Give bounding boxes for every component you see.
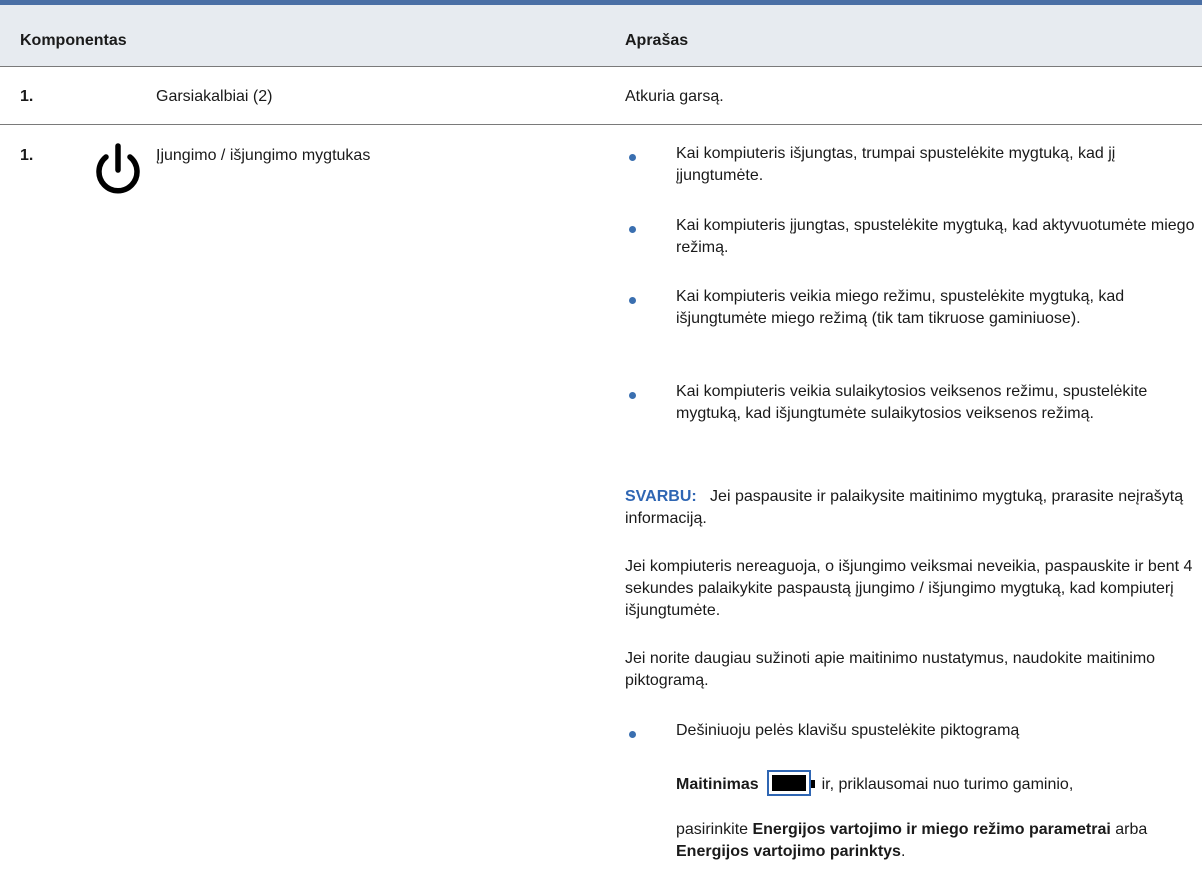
important-note: [625, 486, 1197, 530]
end-period: .: [900, 843, 906, 860]
row-number: 1.: [20, 88, 34, 105]
or-text: arba: [1115, 821, 1148, 838]
power-bullet: Kai kompiuteris veikia sulaikytosios veiksenos režimu, spustelėkite mygtuką, kad išjungtumėte sulaikytosios veiksenos režimą.: [676, 383, 1148, 422]
option-sleep-settings: Energijos vartojimo ir miego režimo parametrai: [752, 821, 1111, 838]
settings-paragraph: Jei norite daugiau sužinoti apie maitinimo nustatymus, naudokite maitinimo piktogramą.: [625, 650, 1156, 689]
component-name: Įjungimo / išjungimo mygtukas: [156, 147, 371, 164]
unresponsive-paragraph: Jei kompiuteris nereaguoja, o išjungimo veiksmai neveikia, paspauskite ir bent 4 sekundes palaikykite paspaustą įjungimo / išjungimo mygtuką, kad kompiuterį išjungtumėte.: [625, 558, 1193, 619]
power-bullet: Kai kompiuteris veikia miego režimu, spustelėkite mygtuką, kad išjungtumėte miego režimą (tik tam tikruose gaminiuose).: [676, 288, 1125, 327]
important-text: Jei paspausite ir palaikysite maitinimo mygtuką, prarasite neįrašytą informaciją.: [625, 488, 1184, 527]
power-bullet: Kai kompiuteris išjungtas, trumpai spustelėkite mygtuką, kad jį įjungtumėte.: [676, 145, 1116, 184]
bullet-dot: [629, 226, 636, 233]
right-click-instruction: Dešiniuoju pelės klavišu spustelėkite piktogramą: [676, 722, 1020, 739]
option-power-options: Energijos vartojimo parinktys: [676, 843, 901, 860]
choose-option-text: [676, 819, 1196, 863]
power-bullet: Kai kompiuteris įjungtas, spustelėkite mygtuką, kad aktyvuotumėte miego režimą.: [676, 217, 1195, 256]
bullet-dot: [629, 154, 636, 161]
table-header-row: [0, 5, 1202, 66]
header-divider: [0, 66, 1202, 67]
bullet-dot: [629, 731, 636, 738]
row-divider: [0, 124, 1202, 125]
header-component: Komponentas: [20, 32, 127, 49]
row-number: 1.: [20, 147, 34, 164]
battery-icon: [767, 770, 811, 796]
bullet-dot: [629, 392, 636, 399]
icon-after-text: ir, priklausomai nuo turimo gaminio,: [821, 776, 1074, 793]
icon-label: Maitinimas: [676, 776, 759, 793]
choose-prefix: pasirinkite: [676, 821, 749, 838]
header-description: Aprašas: [625, 32, 689, 49]
important-label: SVARBU:: [625, 488, 697, 505]
component-name: Garsiakalbiai (2): [156, 88, 273, 105]
component-description: Atkuria garsą.: [625, 88, 724, 105]
icon-line: [676, 770, 1196, 796]
bullet-dot: [629, 297, 636, 304]
power-icon: [88, 140, 148, 202]
